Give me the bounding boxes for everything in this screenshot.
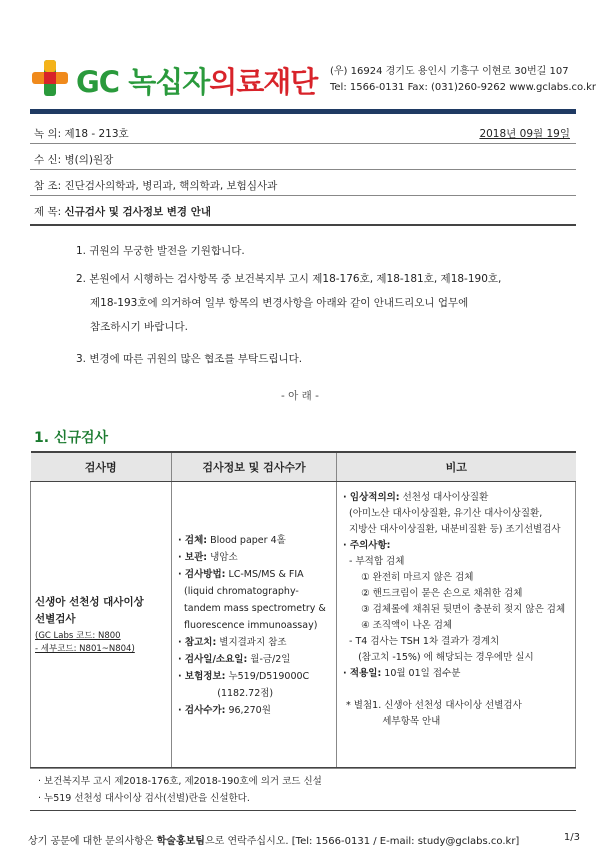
col-header-test-name: 검사명 [31, 452, 172, 482]
info-line: tandem mass spectrometry & [178, 602, 326, 614]
remarks-line: ③ 검체롤에 채취된 뒷면이 충분히 젖지 않은 검체 [343, 604, 566, 615]
remarks-line: · 적용일: 10월 01일 접수분 [343, 668, 461, 679]
remarks-line: · 주의사항: [343, 540, 391, 551]
remarks-line [343, 682, 569, 698]
section-title: 1. 신규검사 [34, 430, 109, 446]
paragraph-2-line-1: 2. 본원에서 시행하는 검사항목 중 보건복지부 고시 제18-176호, 제18-181호, 제18-190호, [76, 273, 502, 285]
reference: 참 조: 진단검사의학과, 병리과, 핵의학과, 보험심사과 [34, 180, 278, 192]
note-2: · 누519 선천성 대사이상 검사(선별)란을 신설한다. [38, 793, 250, 804]
info-line: (1182.72점) [178, 687, 274, 699]
remarks-line: ② 핸드크림이 묻은 손으로 채취한 검체 [343, 588, 523, 599]
remarks-line: (참고치 -15%) 에 해당되는 경우에만 실시 [343, 652, 534, 663]
divider [30, 224, 576, 226]
info-line: (liquid chromatography- [178, 585, 299, 597]
new-test-table [30, 451, 576, 769]
table-header-row [31, 452, 576, 482]
col-header-test-info: 검사정보 및 검사수가 [172, 452, 337, 482]
paragraph-3: 3. 변경에 따른 귀원의 많은 협조를 부탁드립니다. [76, 353, 303, 365]
info-line: · 참고치: 별지결과지 참조 [178, 636, 287, 648]
info-line: · 보관: 냉암소 [178, 551, 238, 563]
page-number: 1/3 [563, 832, 580, 843]
gc-cross-logo-icon [30, 58, 70, 98]
info-line: · 검사일/소요일: 월-금/2일 [178, 653, 291, 665]
remarks-line: 지방산 대사이상질환, 내분비질환 등) 조기선별검사 [343, 524, 561, 535]
note-1: · 보건복지부 고시 제2018-176호, 제2018-190호에 의거 코드 신설 [38, 776, 322, 787]
paragraph-1: 1. 귀원의 무궁한 발전을 기원합니다. [76, 245, 245, 257]
paragraph-2-line-2: 제18-193호에 의거하여 일부 항목의 변경사항을 아래와 같이 안내드리오니 업무에 [90, 297, 469, 309]
test-info-cell [172, 482, 337, 769]
remarks-line: - T4 검사는 TSH 1차 결과가 경계치 [343, 636, 500, 647]
footer [0, 829, 600, 849]
test-info-list [178, 532, 330, 719]
header-divider [30, 109, 576, 114]
letterhead [0, 0, 600, 112]
col-header-remarks: 비고 [337, 452, 576, 482]
below-marker: - 아 래 - [281, 390, 319, 402]
divider [30, 767, 576, 768]
divider [30, 143, 576, 144]
info-line: fluorescence immunoassay) [178, 619, 318, 631]
doc-number: 녹 의: 제18 - 213호 [34, 128, 129, 140]
table-row [31, 482, 576, 769]
remarks-cell [337, 482, 576, 769]
paragraph-2-line-3: 참조하시기 바랍니다. [90, 321, 188, 333]
doc-date: 2018년 09월 19일 [479, 128, 570, 140]
remarks-line: · 임상적의의: 선천성 대사이상질환 [343, 492, 489, 503]
info-line: · 보험정보: 누519/D519000C [178, 670, 310, 682]
test-name: 신생아 선천성 대사이상 선별검사 [35, 596, 144, 625]
subject: 제 목: 신규검사 및 검사정보 변경 안내 [34, 206, 211, 218]
test-name-cell [31, 482, 172, 769]
remarks-line: (아미노산 대사이상질환, 유기산 대사이상질환, [343, 508, 543, 519]
remarks-line: * 별첨1. 신생아 선천성 대사이상 선별검사 [343, 700, 522, 711]
divider [30, 169, 576, 170]
info-line: · 검사수가: 96,270원 [178, 704, 271, 716]
recipient: 수 신: 병(의)원장 [34, 154, 114, 166]
logo-wordmark: GC 녹십자의료재단 [76, 65, 318, 99]
info-line: · 검사방법: LC-MS/MS & FIA [178, 568, 304, 580]
footer-contact: 상기 공문에 대한 문의사항은 학술홍보팀으로 연락주십시오. [Tel: 1566-0131 / E-mail: study@gclabs.co.kr] [28, 836, 520, 847]
letterhead-address: (우) 16924 경기도 용인시 기흥구 이현로 30번길 107 Tel: 1566-0131 Fax: (031)260-9262 www.gclabs.co.kr [330, 66, 597, 93]
divider [30, 810, 576, 811]
remarks-line: 세부항목 안내 [343, 716, 441, 727]
test-code: (GC Labs 코드: N800 - 세부코드: N801~N804) [35, 631, 135, 654]
info-line: · 검체: Blood paper 4홀 [178, 534, 286, 546]
divider [30, 195, 576, 196]
remarks-list [343, 490, 569, 730]
remarks-line: ④ 조직액이 나온 검체 [343, 620, 453, 631]
remarks-line: ① 완전히 마르지 않은 검체 [343, 572, 474, 583]
remarks-line: - 부적합 검체 [343, 556, 405, 567]
